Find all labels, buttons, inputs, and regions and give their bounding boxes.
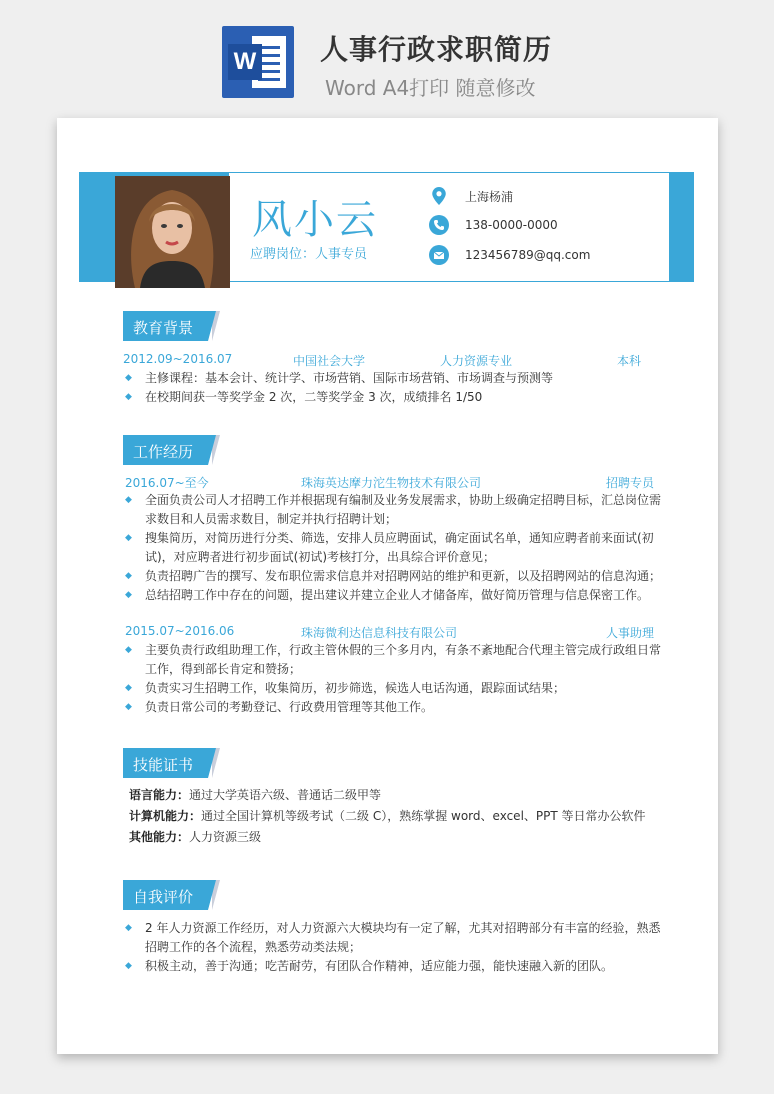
self-item: ◆ 2 年人力资源工作经历，对人力资源六大模块均有一定了解，尤其对招聘部分有丰富的经验，熟悉招聘工作的各个流程，熟悉劳动类法规； bbox=[125, 919, 665, 957]
skill-line: 语言能力：通过大学英语六级、普通话二级甲等 bbox=[129, 788, 382, 802]
job-role: 招聘专员 bbox=[606, 476, 655, 490]
location-text: 上海杨浦 bbox=[465, 189, 514, 204]
email-text: 123456789@qq.com bbox=[465, 248, 591, 262]
location-pin-icon bbox=[429, 186, 449, 206]
skill-line: 其他能力：人力资源三级 bbox=[129, 830, 262, 844]
edu-school: 中国社会大学 bbox=[293, 354, 366, 368]
banner-title: 人事行政求职简历 bbox=[320, 33, 553, 66]
job-item: ◆ 主要负责行政组助理工作，行政主管休假的三个多月内，有条不紊地配合代理主管完成行政组日常工作，得到部长肯定和赞扬； bbox=[125, 641, 665, 679]
section-skills-title: 技能证书 bbox=[123, 748, 216, 778]
edu-item: ◆ 主修课程：基本会计、统计学、市场营销、国际市场营销、市场调查与预测等 bbox=[125, 369, 665, 388]
profile-photo bbox=[115, 176, 230, 288]
word-letter: W bbox=[228, 44, 262, 80]
header-accent-right bbox=[669, 172, 694, 282]
mail-icon bbox=[429, 245, 449, 265]
phone-text: 138-0000-0000 bbox=[465, 218, 558, 232]
self-item: ◆ 积极主动，善于沟通；吃苦耐劳，有团队合作精神，适应能力强，能快速融入新的团队。 bbox=[125, 957, 665, 976]
banner-subtitle: Word A4打印 随意修改 bbox=[325, 76, 536, 100]
phone-icon bbox=[429, 215, 449, 235]
job-item: ◆ 总结招聘工作中存在的问题，提出建议并建立企业人才储备库，做好简历管理与信息保密工作。 bbox=[125, 586, 665, 605]
job-company: 珠海微利达信息科技有限公司 bbox=[301, 626, 458, 640]
candidate-name: 风小云 bbox=[252, 197, 378, 243]
job-item: ◆ 负责日常公司的考勤登记、行政费用管理等其他工作。 bbox=[125, 698, 665, 717]
contact-email bbox=[429, 245, 590, 265]
resume-page bbox=[57, 118, 718, 1054]
job-item: ◆ 负责招聘广告的撰写、发布职位需求信息并对招聘网站的维护和更新，以及招聘网站的信息沟通； bbox=[125, 567, 665, 586]
job-item: ◆ 搜集简历，对简历进行分类、筛选，安排人员应聘面试，确定面试名单，通知应聘者前来面试(初试)，对应聘者进行初步面试(初试)考核打分，出具综合评价意见； bbox=[125, 529, 665, 567]
word-icon bbox=[222, 26, 294, 98]
edu-item: ◆ 在校期间获一等奖学金 2 次，二等奖学金 3 次，成绩排名 1/50 bbox=[125, 388, 665, 407]
edu-degree: 本科 bbox=[617, 354, 642, 368]
section-work-title: 工作经历 bbox=[123, 435, 216, 465]
skill-line: 计算机能力：通过全国计算机等级考试（二级 C），熟练掌握 word、excel、PPT 等日常办公软件 bbox=[129, 809, 646, 823]
applied-position: 应聘岗位：人事专员 bbox=[250, 247, 368, 262]
contact-location bbox=[429, 186, 513, 206]
edu-date: 2012.09~2016.07 bbox=[123, 352, 233, 366]
top-banner bbox=[0, 0, 774, 118]
job-role: 人事助理 bbox=[606, 626, 655, 640]
job-company: 珠海英达摩力沱生物技术有限公司 bbox=[301, 476, 482, 490]
job-item: ◆ 负责实习生招聘工作，收集简历，初步筛选，候选人电话沟通，跟踪面试结果； bbox=[125, 679, 665, 698]
section-education-title: 教育背景 bbox=[123, 311, 216, 341]
job-item: ◆ 全面负责公司人才招聘工作并根据现有编制及业务发展需求，协助上级确定招聘目标，汇总岗位需求数目和人员需求数目，制定并执行招聘计划； bbox=[125, 491, 665, 529]
contact-phone bbox=[429, 215, 558, 235]
edu-major: 人力资源专业 bbox=[440, 354, 513, 368]
job-date: 2016.07~至今 bbox=[125, 476, 209, 490]
section-self-title: 自我评价 bbox=[123, 880, 216, 910]
job-date: 2015.07~2016.06 bbox=[125, 624, 235, 638]
